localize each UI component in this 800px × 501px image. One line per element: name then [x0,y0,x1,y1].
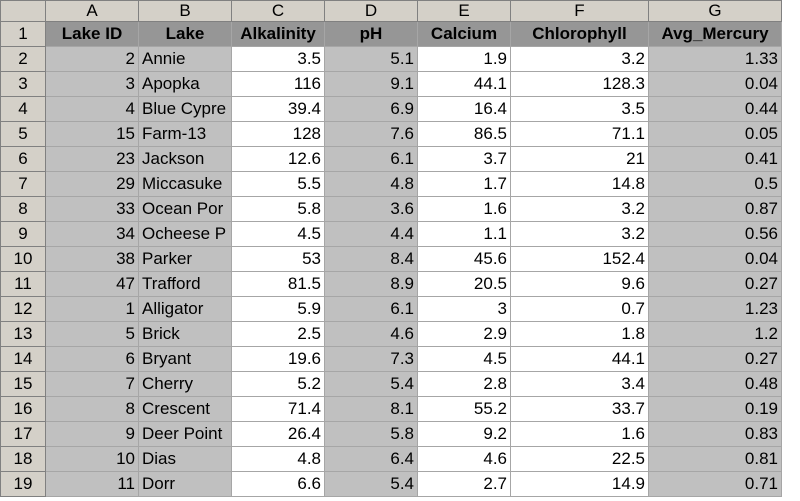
column-header-g[interactable]: G [649,1,782,22]
cell-calcium[interactable]: 20.5 [418,272,511,297]
cell-avg-mercury[interactable]: 0.71 [649,472,782,497]
cell-chlorophyll[interactable]: 0.7 [511,297,649,322]
cell-calcium[interactable]: 44.1 [418,72,511,97]
row-header[interactable]: 6 [1,147,46,172]
cell-lake-id[interactable]: 33 [46,197,139,222]
cell-ph[interactable]: 8.1 [325,397,418,422]
cell-alkalinity[interactable]: 53 [232,247,325,272]
header-cell-alkalinity[interactable]: Alkalinity [232,22,325,47]
column-header-row [1,1,782,22]
table-row [1,197,782,222]
cell-alkalinity[interactable]: 5.5 [232,172,325,197]
table-row [1,172,782,197]
cell-calcium[interactable]: 1.9 [418,47,511,72]
cell-ph[interactable]: 6.4 [325,447,418,472]
cell-chlorophyll[interactable]: 9.6 [511,272,649,297]
cell-ph[interactable]: 4.8 [325,172,418,197]
cell-calcium[interactable]: 16.4 [418,97,511,122]
header-cell-calcium[interactable]: Calcium [418,22,511,47]
table-row [1,122,782,147]
cell-alkalinity[interactable]: 5.2 [232,372,325,397]
row-header[interactable]: 4 [1,97,46,122]
row-header-1[interactable]: 1 [1,22,46,47]
cell-lake-id[interactable]: 10 [46,447,139,472]
cell-avg-mercury[interactable]: 0.27 [649,272,782,297]
table-row [1,322,782,347]
cell-lake-id[interactable]: 3 [46,72,139,97]
table-row [1,347,782,372]
cell-chlorophyll[interactable]: 71.1 [511,122,649,147]
cell-lake[interactable]: Brick [139,322,232,347]
cell-avg-mercury[interactable]: 0.41 [649,147,782,172]
row-header[interactable]: 10 [1,247,46,272]
cell-ph[interactable]: 6.9 [325,97,418,122]
cell-avg-mercury[interactable]: 1.2 [649,322,782,347]
row-header[interactable]: 18 [1,447,46,472]
table-row [1,222,782,247]
cell-chlorophyll[interactable]: 33.7 [511,397,649,422]
cell-lake[interactable]: Annie [139,47,232,72]
cell-calcium[interactable]: 2.9 [418,322,511,347]
cell-ph[interactable]: 4.4 [325,222,418,247]
cell-chlorophyll[interactable]: 14.8 [511,172,649,197]
cell-ph[interactable]: 8.9 [325,272,418,297]
table-row [1,422,782,447]
cell-ph[interactable]: 5.8 [325,422,418,447]
cell-calcium[interactable]: 3 [418,297,511,322]
header-cell-ph[interactable]: pH [325,22,418,47]
cell-lake-id[interactable]: 4 [46,97,139,122]
cell-calcium[interactable]: 1.6 [418,197,511,222]
cell-avg-mercury[interactable]: 0.83 [649,422,782,447]
cell-chlorophyll[interactable]: 128.3 [511,72,649,97]
cell-alkalinity[interactable]: 4.8 [232,447,325,472]
cell-ph[interactable]: 5.4 [325,372,418,397]
header-cell-avg-mercury[interactable]: Avg_Mercury [649,22,782,47]
cell-lake[interactable]: Apopka [139,72,232,97]
cell-alkalinity[interactable]: 71.4 [232,397,325,422]
cell-ph[interactable]: 5.4 [325,472,418,497]
header-cell-lake-id[interactable]: Lake ID [46,22,139,47]
cell-avg-mercury[interactable]: 1.23 [649,297,782,322]
cell-chlorophyll[interactable]: 14.9 [511,472,649,497]
cell-alkalinity[interactable]: 6.6 [232,472,325,497]
row-header[interactable]: 16 [1,397,46,422]
header-row [1,22,782,47]
cell-calcium[interactable]: 9.2 [418,422,511,447]
cell-avg-mercury[interactable]: 0.04 [649,247,782,272]
cell-calcium[interactable]: 86.5 [418,122,511,147]
cell-lake[interactable]: Jackson [139,147,232,172]
cell-avg-mercury[interactable]: 0.04 [649,72,782,97]
cell-lake[interactable]: Dorr [139,472,232,497]
cell-ph[interactable]: 3.6 [325,197,418,222]
header-cell-chlorophyll[interactable]: Chlorophyll [511,22,649,47]
cell-ph[interactable]: 6.1 [325,297,418,322]
column-header-e[interactable]: E [418,1,511,22]
cell-ph[interactable]: 7.3 [325,347,418,372]
cell-avg-mercury[interactable]: 1.33 [649,47,782,72]
row-header[interactable]: 8 [1,197,46,222]
row-header[interactable]: 5 [1,122,46,147]
cell-lake-id[interactable]: 38 [46,247,139,272]
column-header-c[interactable]: C [232,1,325,22]
cell-chlorophyll[interactable]: 21 [511,147,649,172]
cell-avg-mercury[interactable]: 0.5 [649,172,782,197]
cell-chlorophyll[interactable]: 44.1 [511,347,649,372]
cell-lake-id[interactable]: 47 [46,272,139,297]
cell-alkalinity[interactable]: 19.6 [232,347,325,372]
cell-lake[interactable]: Farm-13 [139,122,232,147]
table-row [1,72,782,97]
table-row [1,472,782,497]
cell-alkalinity[interactable]: 2.5 [232,322,325,347]
cell-chlorophyll[interactable]: 22.5 [511,447,649,472]
cell-calcium[interactable]: 2.7 [418,472,511,497]
table-row [1,47,782,72]
cell-alkalinity[interactable]: 3.5 [232,47,325,72]
cell-lake[interactable]: Alligator [139,297,232,322]
cell-alkalinity[interactable]: 39.4 [232,97,325,122]
cell-lake-id[interactable]: 15 [46,122,139,147]
cell-lake-id[interactable]: 34 [46,222,139,247]
cell-avg-mercury[interactable]: 0.48 [649,372,782,397]
cell-lake-id[interactable]: 1 [46,297,139,322]
cell-avg-mercury[interactable]: 0.87 [649,197,782,222]
cell-calcium[interactable]: 1.1 [418,222,511,247]
cell-avg-mercury[interactable]: 0.05 [649,122,782,147]
cell-chlorophyll[interactable]: 1.6 [511,422,649,447]
table-row [1,372,782,397]
cell-lake[interactable]: Miccasuke [139,172,232,197]
table-row [1,397,782,422]
cell-chlorophyll[interactable]: 152.4 [511,247,649,272]
row-header[interactable]: 11 [1,272,46,297]
cell-ph[interactable]: 5.1 [325,47,418,72]
cell-lake[interactable]: Blue Cypre [139,97,232,122]
cell-calcium[interactable]: 4.5 [418,347,511,372]
cell-calcium[interactable]: 45.6 [418,247,511,272]
row-header[interactable]: 17 [1,422,46,447]
table-row [1,297,782,322]
table-row [1,97,782,122]
row-header[interactable]: 14 [1,347,46,372]
cell-chlorophyll[interactable]: 3.4 [511,372,649,397]
cell-lake[interactable]: Bryant [139,347,232,372]
cell-lake[interactable]: Crescent [139,397,232,422]
cell-calcium[interactable]: 2.8 [418,372,511,397]
row-header[interactable]: 7 [1,172,46,197]
cell-alkalinity[interactable]: 12.6 [232,147,325,172]
row-header[interactable]: 9 [1,222,46,247]
row-header[interactable]: 3 [1,72,46,97]
cell-lake-id[interactable]: 8 [46,397,139,422]
cell-lake[interactable]: Ocean Por [139,197,232,222]
cell-lake-id[interactable]: 29 [46,172,139,197]
row-header[interactable]: 12 [1,297,46,322]
cell-lake-id[interactable]: 6 [46,347,139,372]
cell-lake[interactable]: Dias [139,447,232,472]
cell-chlorophyll[interactable]: 3.2 [511,222,649,247]
table-row [1,447,782,472]
cell-chlorophyll[interactable]: 3.5 [511,97,649,122]
cell-alkalinity[interactable]: 5.8 [232,197,325,222]
column-header-a[interactable]: A [46,1,139,22]
cell-chlorophyll[interactable]: 1.8 [511,322,649,347]
row-header[interactable]: 2 [1,47,46,72]
cell-lake[interactable]: Deer Point [139,422,232,447]
cell-ph[interactable]: 8.4 [325,247,418,272]
select-all-corner[interactable] [1,1,46,22]
cell-avg-mercury[interactable]: 0.81 [649,447,782,472]
cell-avg-mercury[interactable]: 0.56 [649,222,782,247]
cell-lake[interactable]: Cherry [139,372,232,397]
cell-ph[interactable]: 4.6 [325,322,418,347]
cell-lake-id[interactable]: 9 [46,422,139,447]
cell-alkalinity[interactable]: 128 [232,122,325,147]
cell-lake-id[interactable]: 23 [46,147,139,172]
cell-alkalinity[interactable]: 5.9 [232,297,325,322]
cell-alkalinity[interactable]: 81.5 [232,272,325,297]
row-header[interactable]: 13 [1,322,46,347]
column-header-f[interactable]: F [511,1,649,22]
cell-chlorophyll[interactable]: 3.2 [511,47,649,72]
cell-avg-mercury[interactable]: 0.27 [649,347,782,372]
column-header-b[interactable]: B [139,1,232,22]
table-row [1,247,782,272]
cell-avg-mercury[interactable]: 0.19 [649,397,782,422]
header-cell-lake[interactable]: Lake [139,22,232,47]
row-header[interactable]: 15 [1,372,46,397]
cell-calcium[interactable]: 1.7 [418,172,511,197]
cell-ph[interactable]: 6.1 [325,147,418,172]
cell-alkalinity[interactable]: 116 [232,72,325,97]
cell-calcium[interactable]: 55.2 [418,397,511,422]
table-row [1,147,782,172]
cell-ph[interactable]: 9.1 [325,72,418,97]
cell-alkalinity[interactable]: 4.5 [232,222,325,247]
cell-avg-mercury[interactable]: 0.44 [649,97,782,122]
cell-calcium[interactable]: 3.7 [418,147,511,172]
cell-lake-id[interactable]: 11 [46,472,139,497]
cell-lake[interactable]: Parker [139,247,232,272]
cell-calcium[interactable]: 4.6 [418,447,511,472]
cell-ph[interactable]: 7.6 [325,122,418,147]
cell-lake-id[interactable]: 5 [46,322,139,347]
cell-lake[interactable]: Trafford [139,272,232,297]
cell-chlorophyll[interactable]: 3.2 [511,197,649,222]
cell-lake[interactable]: Ocheese P [139,222,232,247]
cell-alkalinity[interactable]: 26.4 [232,422,325,447]
cell-lake-id[interactable]: 2 [46,47,139,72]
column-header-d[interactable]: D [325,1,418,22]
table-row [1,272,782,297]
row-header[interactable]: 19 [1,472,46,497]
cell-lake-id[interactable]: 7 [46,372,139,397]
